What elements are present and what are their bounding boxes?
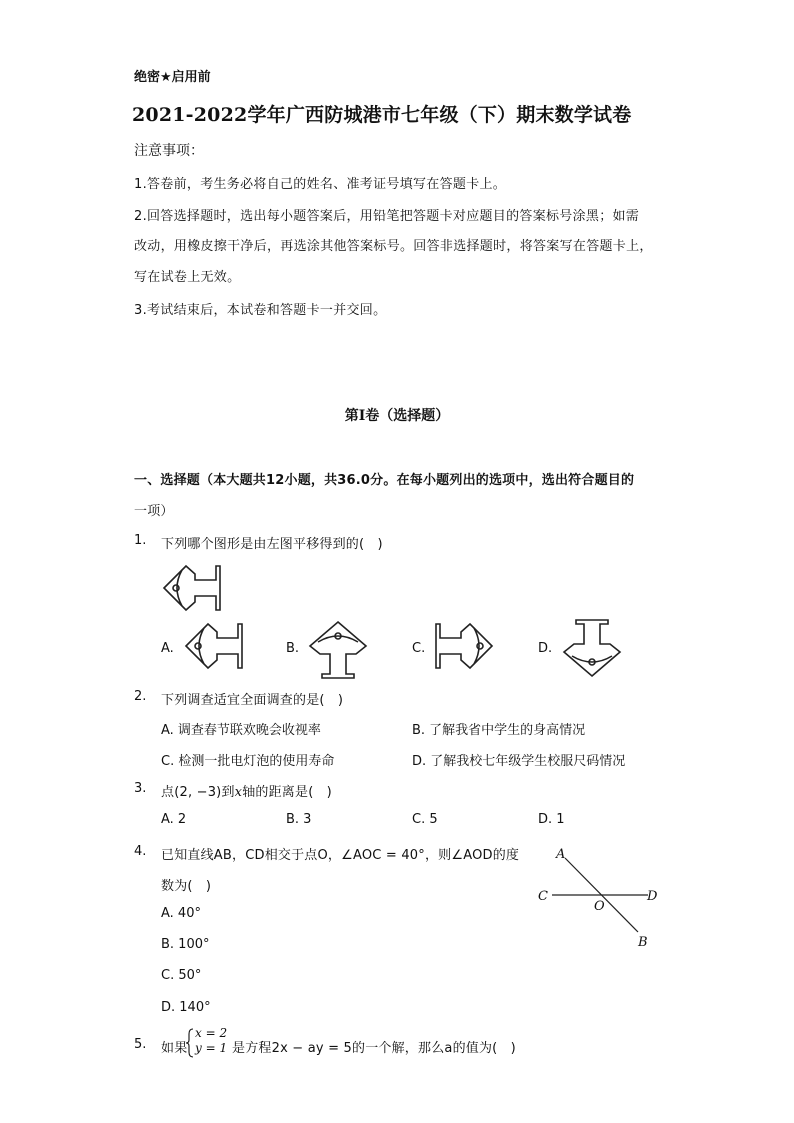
label-c: C [538, 889, 548, 904]
q4-option-b[interactable]: B. 100° [161, 937, 210, 952]
q3-option-b[interactable]: B. 3 [286, 812, 312, 827]
part-heading-line-2: 一项） [134, 504, 174, 519]
exam-title: 2021-2022学年广西防城港市七年级（下）期末数学试卷 [132, 104, 632, 126]
q4-text-line-2: 数为( ) [161, 879, 212, 894]
note-line-1: 1.答卷前，考生务必将自己的姓名、准考证号填写在答题卡上。 [134, 177, 507, 192]
confidential-label: 绝密★启用前 [134, 70, 211, 85]
q4-text-line-1: 已知直线AB，CD相交于点O，∠AOC = 40°，则∠AOD的度 [161, 848, 520, 863]
q4-option-c[interactable]: C. 50° [161, 968, 202, 983]
label-o: O [594, 899, 605, 914]
q5-text-post: 是方程2x − ay = 5的一个解，那么a的值为( ) [232, 1041, 516, 1056]
q5-text-pre: 如果 [161, 1041, 188, 1056]
q1-option-b-figure[interactable] [306, 618, 370, 680]
q1-option-c-label[interactable]: C. [412, 641, 426, 656]
q1-option-c-figure[interactable] [432, 620, 496, 676]
notes-heading: 注意事项： [134, 143, 204, 159]
q5-system-eq-2: y = 1 [195, 1041, 228, 1055]
label-a: A [556, 847, 566, 862]
q3-option-c[interactable]: C. 5 [412, 812, 438, 827]
q2-option-a[interactable]: A. 调查春节联欢晚会收视率 [161, 723, 321, 738]
q1-option-d-label[interactable]: D. [538, 641, 553, 656]
q4-number: 4. [134, 844, 147, 859]
q5-brace [186, 1028, 194, 1058]
q2-option-c[interactable]: C. 检测一批电灯泡的使用寿命 [161, 754, 335, 769]
q3-text-var: x [234, 785, 243, 800]
q2-text: 下列调查适宜全面调查的是( ) [161, 693, 344, 708]
note-line-3: 3.考试结束后，本试卷和答题卡一并交回。 [134, 303, 387, 318]
label-b: B [638, 935, 648, 950]
q5-system-eq-1: x = 2 [195, 1026, 228, 1040]
q2-option-b[interactable]: B. 了解我省中学生的身高情况 [412, 723, 586, 738]
q4-option-d[interactable]: D. 140° [161, 1000, 211, 1015]
q1-option-a-figure[interactable] [182, 620, 246, 676]
q4-option-a[interactable]: A. 40° [161, 906, 201, 921]
q2-number: 2. [134, 689, 147, 704]
q1-option-b-label[interactable]: B. [286, 641, 300, 656]
note-line-2b: 改动，用橡皮擦干净后，再选涂其他答案标号。回答非选择题时，将答案写在答题卡上， [134, 239, 653, 254]
q3-number: 3. [134, 781, 147, 796]
q3-text-pre: 点(2, −3)到 [161, 785, 235, 800]
q1-option-d-figure[interactable] [560, 618, 624, 680]
q1-reference-figure [160, 562, 224, 618]
q3-text [161, 781, 332, 800]
q1-text: 下列哪个图形是由左图平移得到的( ) [161, 537, 383, 552]
note-line-2a: 2.回答选择题时，选出每小题答案后，用铅笔把答题卡对应题目的答案标号涂黑；如需 [134, 209, 640, 224]
q3-option-d[interactable]: D. 1 [538, 812, 565, 827]
q2-option-d[interactable]: D. 了解我校七年级学生校服尺码情况 [412, 754, 626, 769]
q4-intersecting-lines-figure [530, 842, 670, 952]
part-heading-line-1: 一、选择题（本大题共12小题，共36.0分。在每小题列出的选项中，选出符合题目的 [134, 473, 635, 488]
label-d: D [647, 889, 658, 904]
q1-number: 1. [134, 533, 147, 548]
note-line-2c: 写在试卷上无效。 [134, 270, 241, 285]
q5-number: 5. [134, 1037, 147, 1052]
q1-option-a-label[interactable]: A. [161, 641, 174, 656]
section-title: 第I卷（选择题） [344, 408, 450, 424]
q3-option-a[interactable]: A. 2 [161, 812, 187, 827]
q3-text-post: 轴的距离是( ) [242, 785, 332, 800]
